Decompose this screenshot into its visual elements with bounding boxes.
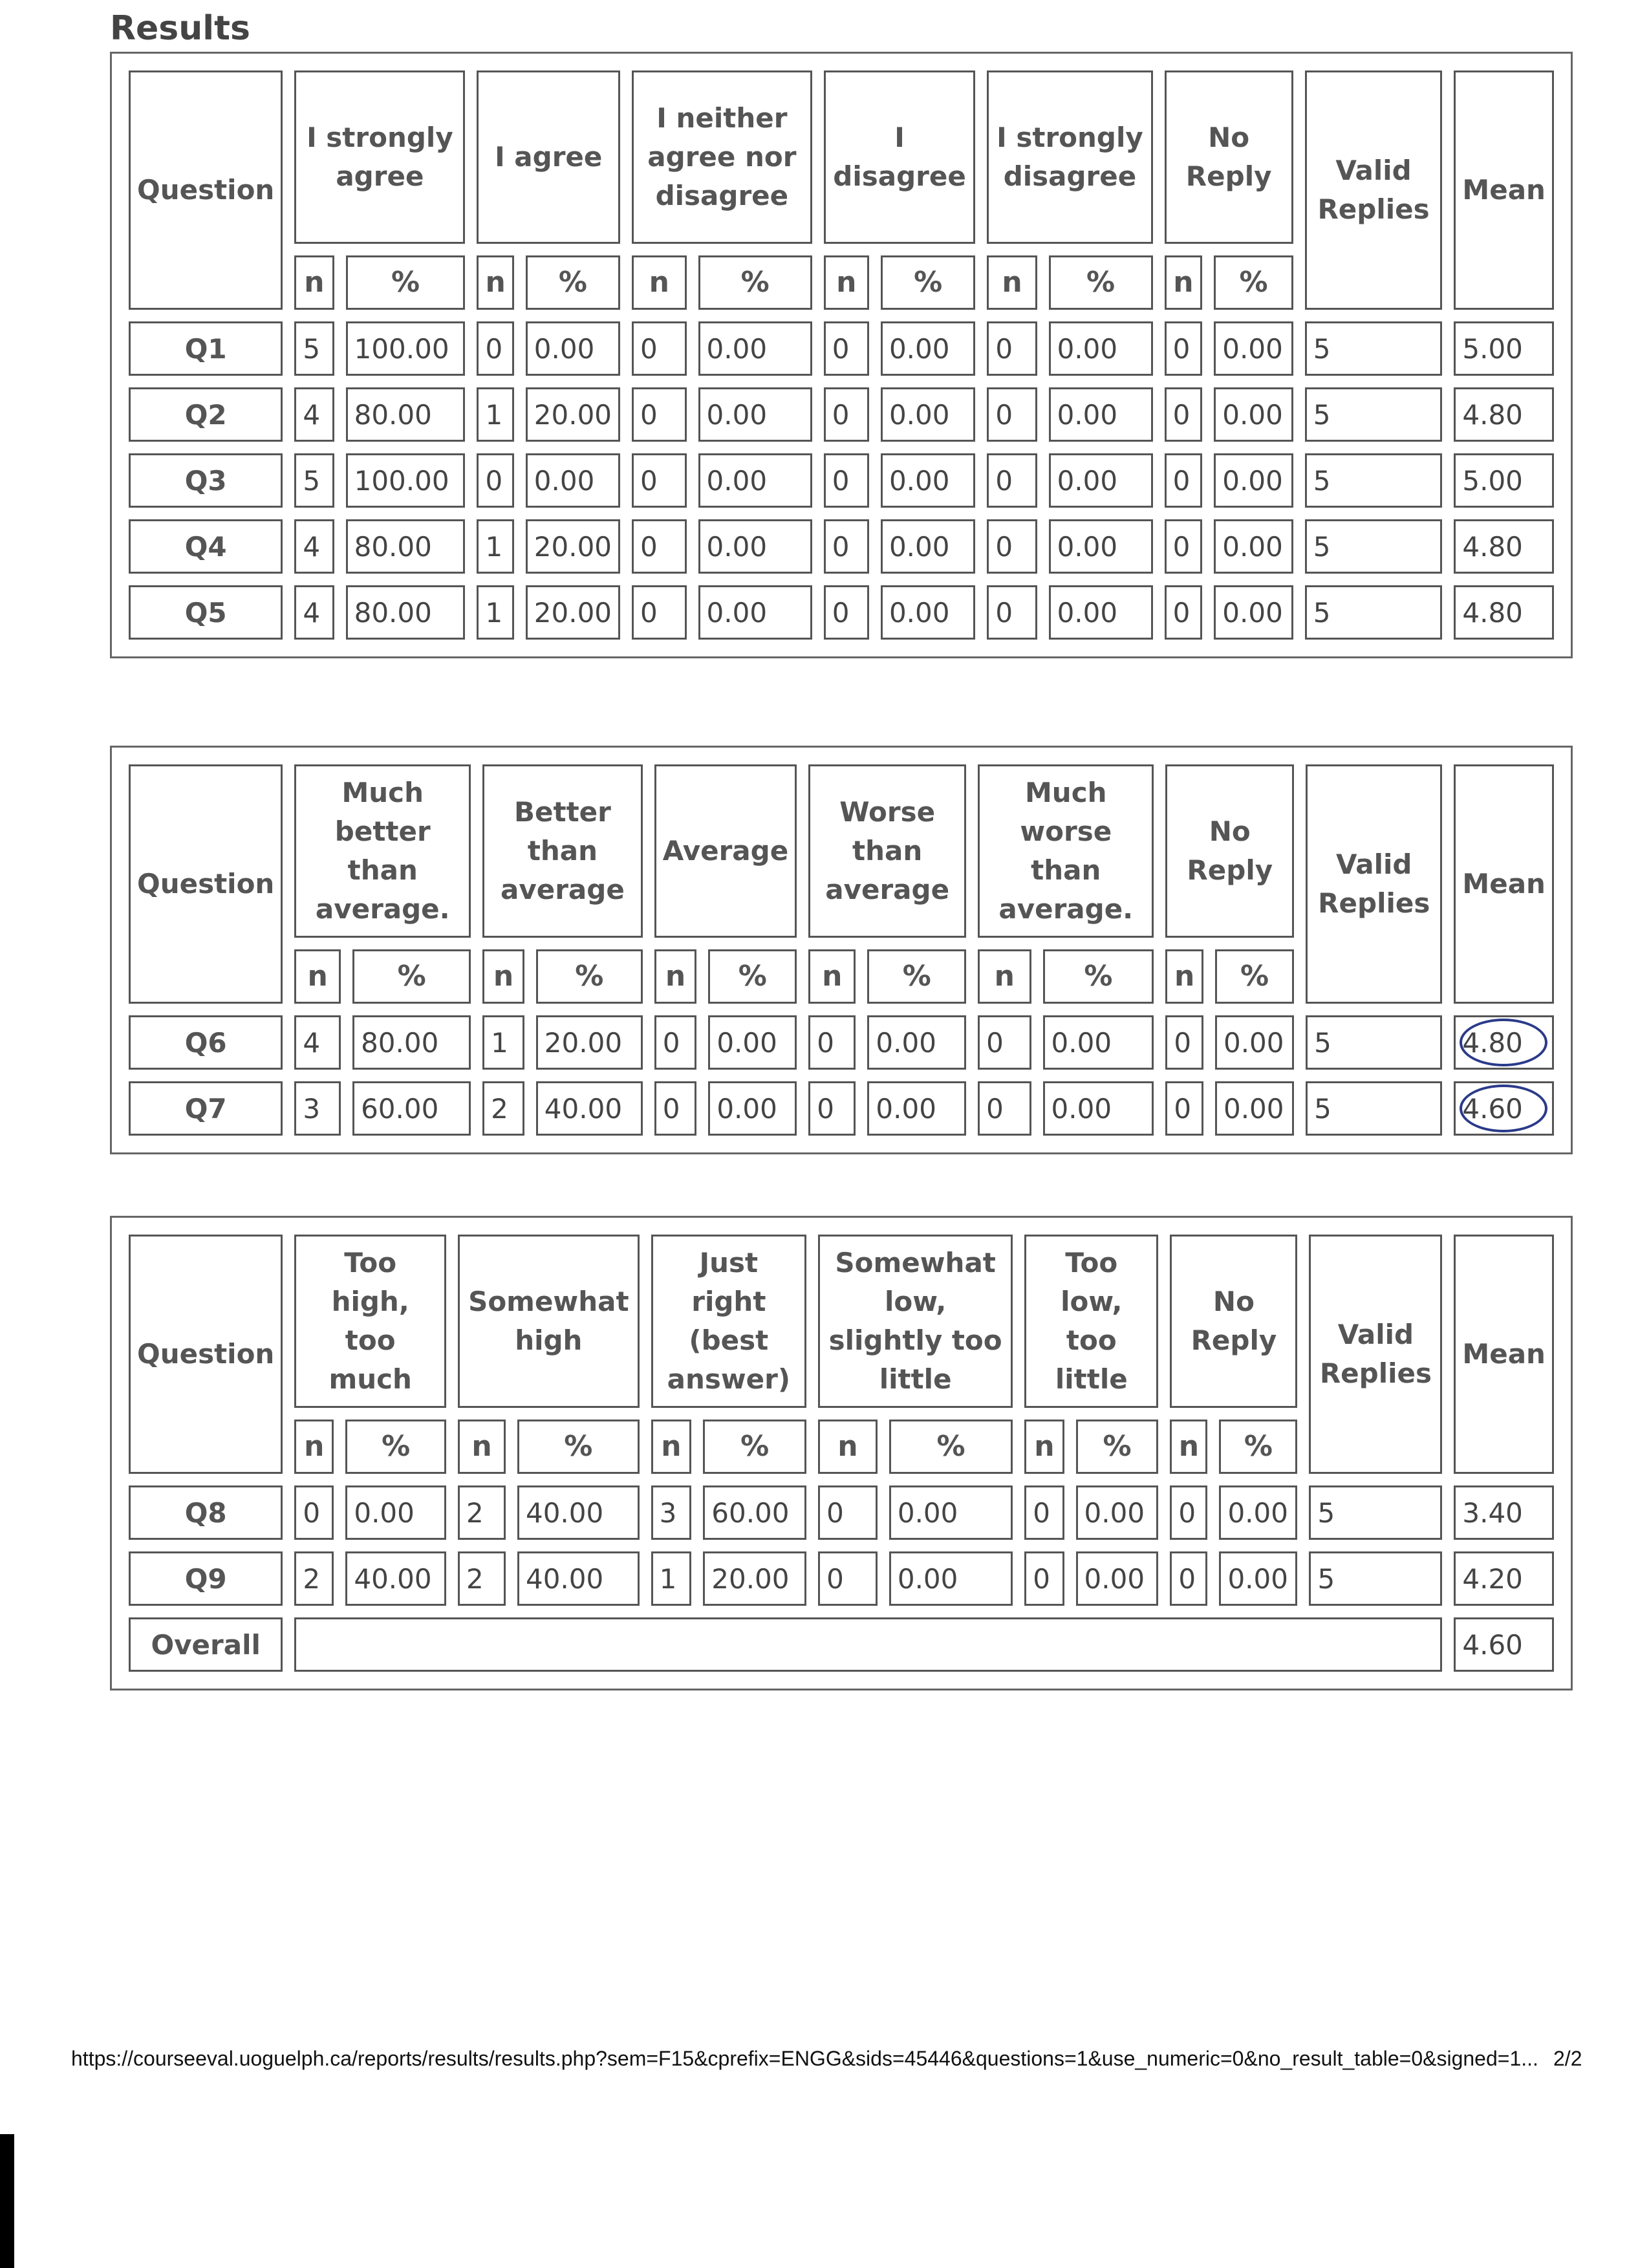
percent-cell: 100.00 [346,453,466,508]
results-grid [117,59,1566,651]
results-grid [117,753,1566,1147]
count-cell: 0 [1165,585,1203,640]
percent-cell: 0.00 [1214,519,1293,574]
percent-cell: 0.00 [881,387,975,442]
percent-cell: 0.00 [1049,453,1153,508]
percent-cell: 0.00 [1215,1015,1294,1070]
percent-cell: 60.00 [703,1485,806,1540]
count-subheader: n [458,1420,506,1474]
percent-cell: 0.00 [1076,1551,1159,1606]
page-title: Results [110,9,250,48]
mean-cell [1454,321,1554,376]
mean-value: 3.40 [1462,1496,1523,1529]
table-row [129,1015,1554,1070]
valid-replies-cell: 5 [1305,387,1443,442]
count-subheader: n [482,949,524,1004]
count-cell: 2 [458,1485,506,1540]
count-cell: 5 [294,321,334,376]
option-header: I neither agree nor disagree [632,70,812,244]
percent-cell: 20.00 [703,1551,806,1606]
handwritten-circle-mark [1460,1019,1547,1066]
question-label: Q1 [129,321,283,376]
count-cell: 0 [824,453,869,508]
percent-cell: 0.00 [698,519,812,574]
count-cell: 0 [1165,1015,1203,1070]
percent-cell: 0.00 [1214,585,1293,640]
percent-subheader: % [881,255,975,310]
question-label: Q3 [129,453,283,508]
percent-subheader: % [1214,255,1293,310]
count-cell: 0 [1024,1551,1064,1606]
percent-subheader: % [703,1420,806,1474]
count-cell: 2 [482,1081,524,1136]
percent-cell: 40.00 [517,1551,640,1606]
mean-value: 5.00 [1462,464,1523,497]
percent-cell: 0.00 [1214,321,1293,376]
percent-cell: 20.00 [526,585,620,640]
overall-row [129,1617,1554,1672]
count-cell: 0 [824,585,869,640]
percent-subheader: % [708,949,797,1004]
mean-value: 4.80 [1462,530,1523,563]
mean-header: Mean [1454,70,1554,310]
mean-value: 4.80 [1462,398,1523,431]
valid-replies-cell: 5 [1305,585,1443,640]
count-cell: 0 [987,321,1037,376]
overall-blank-cell [294,1617,1442,1672]
valid-replies-cell: 5 [1305,453,1443,508]
percent-cell: 80.00 [352,1015,471,1070]
valid-replies-cell: 5 [1309,1551,1442,1606]
percent-cell: 0.00 [1049,321,1153,376]
count-cell: 0 [632,387,687,442]
percent-cell: 0.00 [345,1485,446,1540]
count-subheader: n [808,949,856,1004]
percent-cell: 0.00 [1049,387,1153,442]
mean-value: 4.80 [1462,596,1523,629]
percent-cell: 0.00 [1076,1485,1159,1540]
count-subheader: n [294,949,341,1004]
question-label: Q7 [129,1081,283,1136]
percent-subheader: % [867,949,966,1004]
percent-subheader: % [1219,1420,1297,1474]
percent-cell: 0.00 [881,321,975,376]
option-header: Too high, too much [294,1235,446,1408]
valid-replies-header: Valid Replies [1306,764,1442,1004]
count-subheader: n [632,255,687,310]
percent-subheader: % [698,255,812,310]
question-label: Q6 [129,1015,283,1070]
mean-header: Mean [1454,764,1554,1004]
count-cell: 0 [824,519,869,574]
overall-mean: 4.60 [1454,1617,1554,1672]
overall-label: Overall [129,1617,283,1672]
question-label: Q4 [129,519,283,574]
option-header: Too low, too little [1024,1235,1158,1408]
percent-cell: 0.00 [1214,453,1293,508]
percent-subheader: % [1043,949,1154,1004]
percent-subheader: % [526,255,620,310]
percent-cell: 0.00 [698,585,812,640]
question-header: Question [129,70,283,310]
count-subheader: n [477,255,513,310]
percent-cell: 0.00 [881,585,975,640]
percent-cell: 0.00 [698,321,812,376]
count-cell: 0 [824,387,869,442]
results-table-comparison [110,746,1573,1154]
table-row [129,1485,1554,1540]
percent-cell: 0.00 [867,1081,966,1136]
count-cell: 0 [632,453,687,508]
percent-cell: 0.00 [1049,519,1153,574]
count-cell: 0 [1165,519,1203,574]
option-header: No Reply [1165,70,1293,244]
count-subheader: n [1170,1420,1207,1474]
percent-cell: 80.00 [346,387,466,442]
count-cell: 0 [1165,387,1203,442]
count-cell: 0 [978,1015,1031,1070]
count-cell: 1 [651,1551,692,1606]
count-subheader: n [294,255,334,310]
percent-cell: 0.00 [1049,585,1153,640]
valid-replies-cell: 5 [1306,1081,1442,1136]
count-subheader: n [294,1420,334,1474]
percent-cell: 0.00 [1214,387,1293,442]
count-cell: 3 [294,1081,341,1136]
count-subheader: n [651,1420,692,1474]
count-cell: 0 [477,453,513,508]
option-header: Average [654,764,797,938]
count-cell: 1 [477,519,513,574]
percent-cell: 0.00 [698,387,812,442]
count-cell: 1 [477,585,513,640]
percent-subheader: % [346,255,466,310]
count-cell: 0 [1024,1485,1064,1540]
option-header: I strongly agree [294,70,465,244]
count-subheader: n [818,1420,878,1474]
question-header: Question [129,1235,283,1474]
percent-cell: 0.00 [708,1015,797,1070]
count-cell: 1 [482,1015,524,1070]
count-subheader: n [824,255,869,310]
table-row [129,453,1554,508]
table-row [129,585,1554,640]
count-subheader: n [654,949,697,1004]
count-cell: 1 [477,387,513,442]
table-row [129,1081,1554,1136]
count-cell: 4 [294,585,334,640]
mean-cell [1454,453,1554,508]
count-cell: 0 [987,453,1037,508]
percent-cell: 100.00 [346,321,466,376]
count-cell: 0 [808,1081,856,1136]
percent-subheader: % [536,949,643,1004]
count-subheader: n [1024,1420,1064,1474]
option-header: No Reply [1170,1235,1297,1408]
count-cell: 0 [294,1485,334,1540]
count-cell: 0 [1165,1081,1203,1136]
count-cell: 0 [818,1551,878,1606]
percent-subheader: % [1076,1420,1159,1474]
count-cell: 5 [294,453,334,508]
percent-cell: 0.00 [526,321,620,376]
percent-cell: 80.00 [346,519,466,574]
count-cell: 3 [651,1485,692,1540]
count-subheader: n [1165,255,1203,310]
valid-replies-header: Valid Replies [1305,70,1443,310]
percent-cell: 0.00 [867,1015,966,1070]
count-subheader: n [978,949,1031,1004]
question-label: Q9 [129,1551,283,1606]
count-cell: 2 [458,1551,506,1606]
mean-value: 4.20 [1462,1562,1523,1595]
count-cell: 0 [632,321,687,376]
option-header: I strongly disagree [987,70,1152,244]
table-row [129,387,1554,442]
question-label: Q5 [129,585,283,640]
mean-cell [1454,1551,1554,1606]
table-row [129,321,1554,376]
percent-cell: 0.00 [1219,1551,1297,1606]
mean-value: 5.00 [1462,332,1523,365]
percent-cell: 0.00 [1215,1081,1294,1136]
mean-cell [1454,1081,1554,1136]
count-cell: 0 [1170,1551,1207,1606]
count-cell: 0 [654,1081,697,1136]
option-header: I agree [477,70,620,244]
count-cell: 4 [294,519,334,574]
count-subheader: n [987,255,1037,310]
count-cell: 0 [818,1485,878,1540]
count-cell: 0 [987,519,1037,574]
mean-value: 4.80 [1462,1026,1523,1059]
mean-value: 4.60 [1462,1092,1523,1125]
question-label: Q8 [129,1485,283,1540]
count-cell: 0 [987,585,1037,640]
scan-edge-mark [0,2134,14,2268]
count-cell: 0 [987,387,1037,442]
valid-replies-cell: 5 [1305,519,1443,574]
option-header: Much better than average. [294,764,471,938]
percent-subheader: % [352,949,471,1004]
percent-cell: 0.00 [881,453,975,508]
option-header: No Reply [1165,764,1294,938]
count-cell: 0 [1165,453,1203,508]
percent-cell: 40.00 [517,1485,640,1540]
valid-replies-header: Valid Replies [1309,1235,1442,1474]
count-cell: 0 [1165,321,1203,376]
percent-cell: 0.00 [1219,1485,1297,1540]
percent-subheader: % [517,1420,640,1474]
percent-cell: 20.00 [526,387,620,442]
count-cell: 0 [632,519,687,574]
option-header: Worse than average [808,764,966,938]
percent-subheader: % [345,1420,446,1474]
count-cell: 4 [294,387,334,442]
percent-cell: 0.00 [1043,1081,1154,1136]
mean-cell [1454,585,1554,640]
percent-cell: 80.00 [346,585,466,640]
count-cell: 2 [294,1551,334,1606]
mean-header: Mean [1454,1235,1554,1474]
percent-cell: 0.00 [708,1081,797,1136]
percent-cell: 20.00 [536,1015,643,1070]
option-header: Better than average [482,764,643,938]
percent-cell: 0.00 [889,1485,1013,1540]
option-header: Somewhat low, slightly too little [818,1235,1013,1408]
percent-cell: 20.00 [526,519,620,574]
count-cell: 0 [654,1015,697,1070]
count-cell: 0 [824,321,869,376]
question-header: Question [129,764,283,1004]
mean-cell [1454,519,1554,574]
footer-page-number: 2/2 [1553,2047,1582,2070]
results-table-agreement [110,52,1573,658]
mean-cell [1454,1485,1554,1540]
count-cell: 0 [978,1081,1031,1136]
count-subheader: n [1165,949,1203,1004]
count-cell: 0 [1170,1485,1207,1540]
option-header: Much worse than average. [978,764,1154,938]
option-header: Somewhat high [458,1235,640,1408]
question-label: Q2 [129,387,283,442]
results-grid [117,1223,1566,1683]
percent-subheader: % [889,1420,1013,1474]
handwritten-circle-mark [1460,1085,1547,1132]
percent-cell: 0.00 [881,519,975,574]
percent-subheader: % [1215,949,1294,1004]
mean-cell [1454,387,1554,442]
valid-replies-cell: 5 [1305,321,1443,376]
mean-cell [1454,1015,1554,1070]
valid-replies-cell: 5 [1309,1485,1442,1540]
percent-cell: 0.00 [526,453,620,508]
table-row [129,519,1554,574]
percent-subheader: % [1049,255,1153,310]
percent-cell: 0.00 [889,1551,1013,1606]
count-cell: 0 [632,585,687,640]
count-cell: 0 [477,321,513,376]
footer-url: https://courseeval.uoguelph.ca/reports/results/results.php?sem=F15&cprefix=ENGG&sids=45446&questions=1&use_numeric=0&no_result_table=0&signed=1... [71,2047,1538,2070]
count-cell: 4 [294,1015,341,1070]
count-cell: 0 [808,1015,856,1070]
table-row [129,1551,1554,1606]
percent-cell: 0.00 [1043,1015,1154,1070]
percent-cell: 60.00 [352,1081,471,1136]
percent-cell: 0.00 [698,453,812,508]
percent-cell: 40.00 [345,1551,446,1606]
percent-cell: 40.00 [536,1081,643,1136]
option-header: Just right (best answer) [651,1235,806,1408]
results-table-workload [110,1216,1573,1690]
valid-replies-cell: 5 [1306,1015,1442,1070]
option-header: I disagree [824,70,976,244]
